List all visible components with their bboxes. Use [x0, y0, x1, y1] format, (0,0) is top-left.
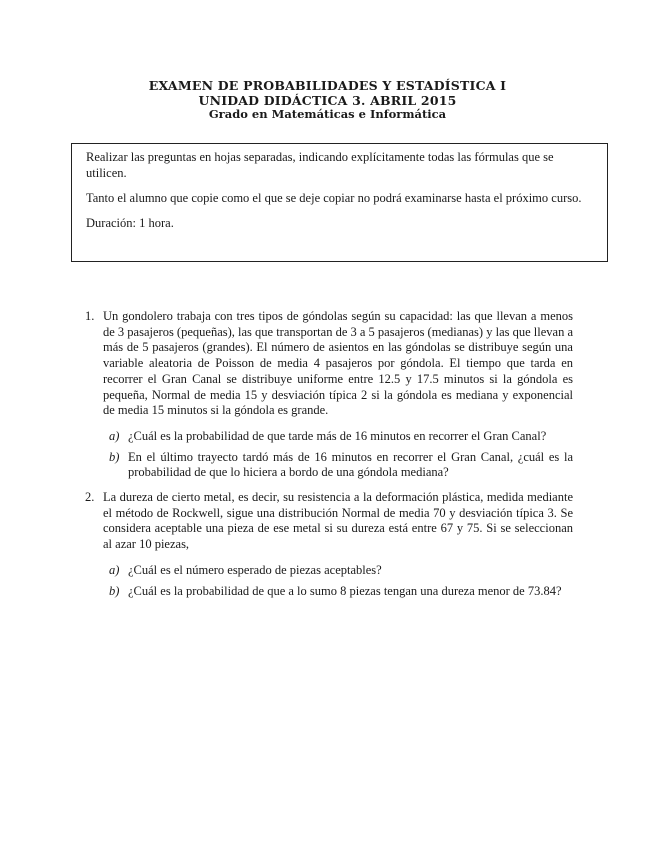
- subpart-2a: [103, 563, 573, 579]
- subpart-label: a): [109, 562, 120, 577]
- question-number: 1.: [85, 309, 95, 323]
- question-list: [85, 309, 573, 608]
- subpart-text: En el último trayecto tardó más de 16 minutos en recorrer el Gran Canal, ¿cuál es la probabilidad de que lo hiciera a bordo de una góndola mediana?: [128, 449, 573, 480]
- subpart-text: ¿Cuál es la probabilidad de que tarde más de 16 minutos en recorrer el Gran Canal?: [128, 428, 547, 443]
- question-number: 2.: [85, 490, 95, 505]
- subpart-label: a): [109, 428, 120, 443]
- exam-header: [0, 78, 655, 121]
- subpart-label: b): [109, 449, 120, 464]
- subpart-text: ¿Cuál es el número esperado de piezas aceptables?: [128, 562, 382, 577]
- instructions-paragraph-formulas: Realizar las preguntas en hojas separadas, indicando explícitamente todas las fórmulas que se utilicen.: [86, 150, 554, 180]
- instructions-box: [71, 143, 608, 262]
- exam-title-line2: UNIDAD DIDÁCTICA 3. ABRIL 2015: [198, 93, 457, 108]
- subpart-list: [103, 429, 573, 481]
- subpart-text: ¿Cuál es la probabilidad de que a lo sumo 8 piezas tengan una dureza menor de 73.84?: [128, 583, 562, 598]
- subpart-label: b): [109, 583, 120, 598]
- exam-title-line1: EXAMEN DE PROBABILIDADES Y ESTADÍSTICA I: [148, 78, 507, 93]
- question-text: Un gondolero trabaja con tres tipos de góndolas según su capacidad: las que llevan a menos de 3 pasajeros (pequeñas), las que transportan de 3 a 5 pasajeros (medianas) y las que llevan a más de 5 pasajeros (grandes). El número de asientos en las góndolas se distribuye según una variable aleatoria de Poisson de media 4 pasajeros por góndola. El tiempo que tarda en recorrer el Gran Canal se distribuye uniforme entre 12.5 y 17.5 minutos si la góndola es pequeña, Normal de media 15 y desviación típica 2 si la góndola es mediana y exponencial de media 15 minutos si la góndola es grande.: [103, 309, 573, 418]
- exam-subtitle: Grado en Matemáticas e Informática: [208, 107, 447, 121]
- instructions-paragraph-copying: Tanto el alumno que copie como el que se deje copiar no podrá examinarse hasta el próximo curso.: [86, 191, 582, 205]
- subpart-2b: [103, 584, 573, 600]
- question-2: [85, 490, 573, 599]
- question-text: La dureza de cierto metal, es decir, su resistencia a la deformación plástica, medida mediante el método de Rockwell, sigue una distribución Normal de media 70 y desviación típica 3. Se considera aceptable una pieza de ese metal si su dureza está entre 67 y 75. Si se seleccionan al azar 10 piezas,: [103, 490, 573, 552]
- subpart-1b: [103, 450, 573, 481]
- subpart-list: [103, 563, 573, 599]
- subpart-1a: [103, 429, 573, 445]
- question-1: [85, 309, 573, 481]
- instructions-paragraph-duration: Duración: 1 hora.: [86, 216, 174, 230]
